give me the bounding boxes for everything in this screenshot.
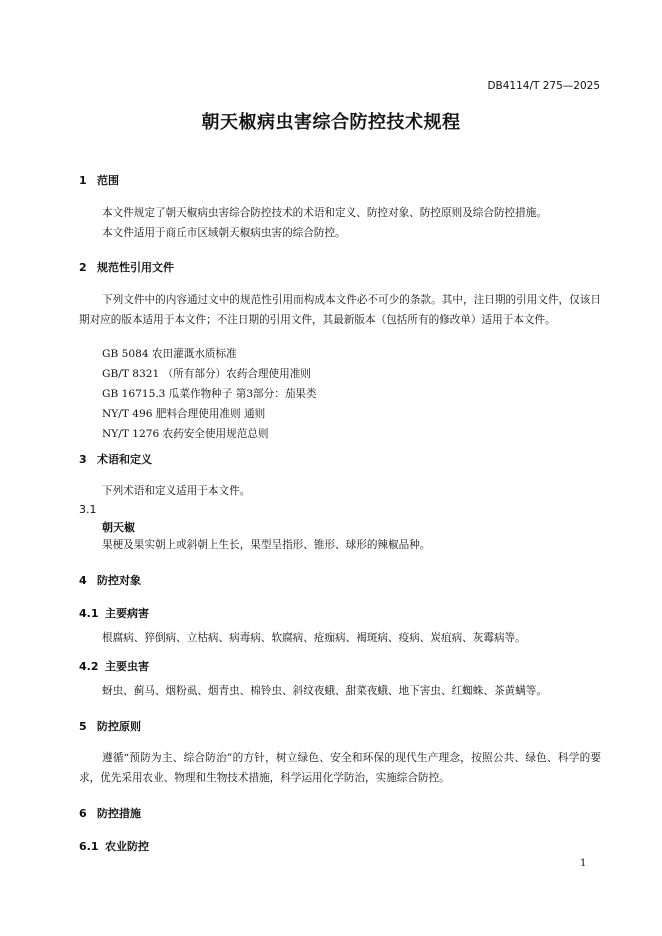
subsection-title: 主要病害: [105, 607, 149, 620]
diseases-list: 根腐病、猝倒病、立枯病、病毒病、软腐病、疮痂病、褐斑病、疫病、炭疽病、灰霉病等。: [102, 632, 526, 644]
references-intro: 下列文件中的内容通过文中的规范性引用而构成本文件必不可少的条款。其中，注日期的引用文件，仅该日期对应的版本适用于本文件；不注日期的引用文件，其最新版本（包括所有的修改单）适用于本文件。: [79, 294, 601, 326]
scope-paragraph-2: 本文件适用于商丘市区域朝天椒病虫害的综合防控。: [102, 227, 346, 239]
section-heading-measures: [79, 805, 141, 821]
section-title: 防控措施: [97, 807, 141, 820]
principles-paragraph: 遵循“预防为主、综合防治”的方针，树立绿色、安全和环保的现代生产理念，按照公共、绿色、科学的要求，优先采用农业、物理和生物技术措施，科学运用化学防治，实施综合防控。: [79, 752, 601, 784]
subsection-title: 主要虫害: [105, 660, 149, 673]
section-title: 防控原则: [97, 720, 141, 733]
page-number: 1: [580, 858, 587, 869]
term-name: 朝天椒: [102, 521, 135, 534]
scope-paragraph-1: 本文件规定了朝天椒病虫害综合防控技术的术语和定义、防控对象、防控原则及综合防控措施。: [102, 207, 547, 219]
section-number: 3: [79, 453, 87, 466]
pests-list: 蚜虫、蓟马、烟粉虱、烟青虫、棉铃虫、斜纹夜蛾、甜菜夜蛾、地下害虫、红蜘蛛、茶黄螨等。: [102, 685, 547, 697]
section-number: 4: [79, 574, 87, 587]
section-number: 1: [79, 174, 87, 187]
subsection-heading-diseases: [79, 605, 149, 621]
section-heading-scope: [79, 172, 119, 188]
reference-item: GB/T 8321 （所有部分）农药合理使用准则: [102, 368, 311, 380]
section-heading-normative-references: [79, 259, 174, 275]
reference-item: GB 16715.3 瓜菜作物种子 第3部分：茄果类: [102, 388, 317, 400]
subsection-title: 农业防控: [105, 840, 149, 853]
subsection-number: 6.1: [79, 840, 99, 853]
term-number: 3.1: [79, 503, 97, 516]
section-heading-terms: [79, 451, 152, 467]
term-definition: 果梗及果实朝上或斜朝上生长，果型呈指形、锥形、球形的辣椒品种。: [102, 539, 431, 551]
section-heading-targets: [79, 572, 141, 588]
section-number: 6: [79, 807, 87, 820]
section-number: 2: [79, 261, 87, 274]
subsection-number: 4.1: [79, 607, 99, 620]
subsection-heading-pests: [79, 658, 149, 674]
reference-item: GB 5084 农田灌溉水质标准: [102, 348, 237, 360]
reference-item: NY/T 496 肥料合理使用准则 通则: [102, 408, 266, 420]
subsection-number: 4.2: [79, 660, 99, 673]
section-heading-principles: [79, 718, 141, 734]
section-title: 术语和定义: [97, 453, 152, 466]
section-title: 防控对象: [97, 574, 141, 587]
terms-intro: 下列术语和定义适用于本文件。: [102, 485, 251, 497]
reference-item: NY/T 1276 农药安全使用规范总则: [102, 428, 269, 440]
subsection-heading-agricultural: [79, 838, 149, 854]
document-title: 朝天椒病虫害综合防控技术规程: [201, 112, 461, 133]
section-number: 5: [79, 720, 87, 733]
section-title: 范围: [97, 174, 119, 187]
section-title: 规范性引用文件: [97, 261, 174, 274]
document-number: DB4114/T 275—2025: [487, 80, 600, 92]
